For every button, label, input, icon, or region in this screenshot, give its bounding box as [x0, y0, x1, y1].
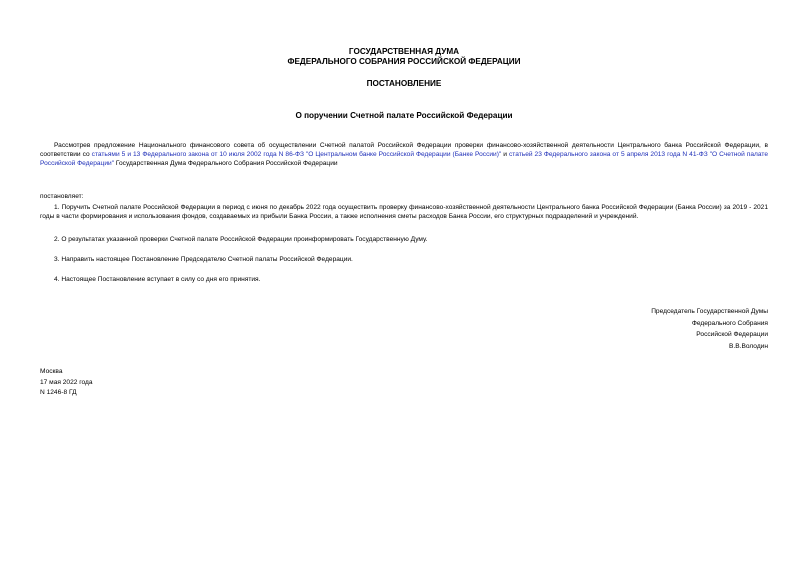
- issuer-header: [40, 47, 768, 67]
- item-3: 3. Направить настоящее Постановление Председателю Счетной палаты Российской Федерации.: [54, 256, 353, 263]
- issuer-line-1: ГОСУДАРСТВЕННАЯ ДУМА: [348, 47, 460, 56]
- item-4: 4. Настоящее Постановление вступает в силу со дня его принятия.: [54, 276, 261, 283]
- signatory-name: В.В.Володин: [729, 342, 768, 350]
- signature-line-3: Российской Федерации: [696, 331, 768, 338]
- item-2: 2. О результатах указанной проверки Счетной палате Российской Федерации проинформировать Государственную Думу.: [54, 236, 428, 243]
- document-page: [40, 0, 768, 571]
- preamble-text-2: и: [501, 151, 509, 158]
- footer-number: N 1246-8 ГД: [40, 389, 77, 396]
- preamble-text-3: Государственная Дума Федерального Собрания Российской Федерации: [114, 160, 338, 167]
- resolves-label: постановляет:: [40, 193, 84, 200]
- law-86-fz-link[interactable]: статьями 5 и 13 Федерального закона от 10 июля 2002 года N 86-ФЗ "О Центральном банке Российской Федерации (Банке России)": [91, 151, 502, 158]
- document-type: ПОСТАНОВЛЕНИЕ: [366, 79, 442, 88]
- document-title: О поручении Счетной палате Российской Федерации: [295, 111, 513, 120]
- law-41-fz-link[interactable]: статьей 23 Федерального закона от 5 апреля 2013 года N 41-ФЗ "О Счетной палате Российской Федерации": [40, 151, 768, 167]
- preamble-text-1: Рассмотрев предложение Национального финансового совета об осуществлении Счетной палатой Российской Федерации проверки финансово-хозяйственной деятельности Центрального банка Российской Федерации, в соответствии со: [40, 142, 768, 158]
- issuer-line-2: ФЕДЕРАЛЬНОГО СОБРАНИЯ РОССИЙСКОЙ ФЕДЕРАЦИИ: [287, 57, 521, 66]
- footer-date: 17 мая 2022 года: [40, 378, 93, 386]
- item-1: 1. Поручить Счетной палате Российской Федерации в период с июня по декабрь 2022 года осуществить проверку финансово-хозяйственной деятельности Центрального банка Российской Федерации (Банка России) за 2019 - 2021 годы в части формирования и использования фондов, создаваемых из прибыли Банка России, а также исполнения сметы расходов Банка России, его структурных подразделений и учреждений.: [40, 204, 768, 220]
- footer-city: Москва: [40, 368, 63, 375]
- signature-block: [651, 306, 768, 352]
- signature-line-2: Федерального Собрания: [691, 319, 768, 327]
- signature-line-1: Председатель Государственной Думы: [651, 308, 768, 315]
- preamble-paragraph: [40, 141, 768, 168]
- document-footer: [40, 367, 93, 399]
